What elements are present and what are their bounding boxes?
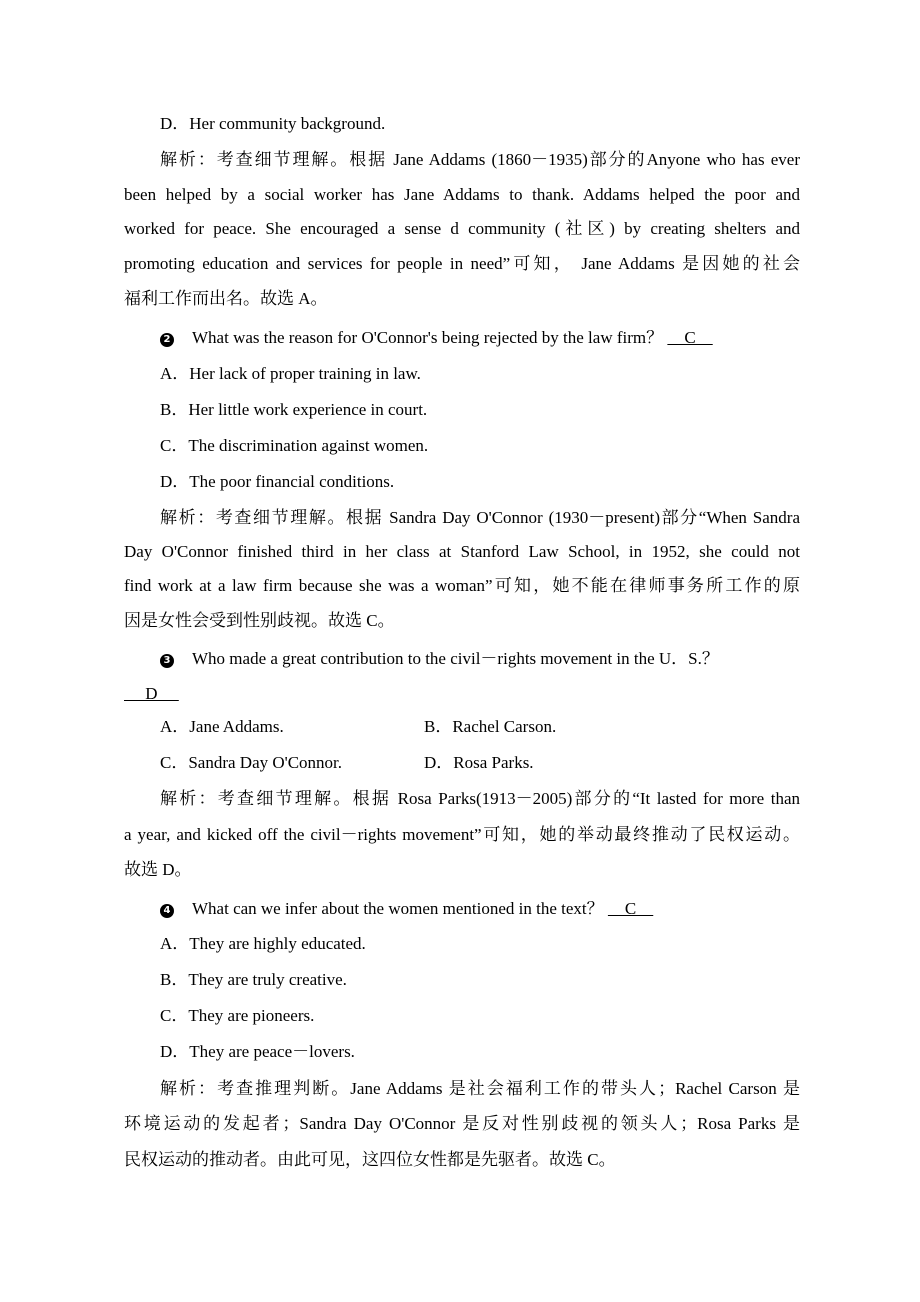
option-d: D．Rosa Parks. [424,753,534,772]
option-d: D．They are peace－lovers. [160,1042,355,1061]
q1-option-d: D．Her community background. [160,114,386,133]
answer-blank: C [667,328,713,347]
option-row [160,716,557,738]
question-number-badge: 4 [160,904,174,918]
option-a: A．They are highly educated. [160,934,366,953]
question-text: What can we infer about the women mentioned in the text？ [192,899,604,918]
option-c: C．The discrimination against women. [160,436,429,455]
analysis-line: 故选 D。 [124,860,192,879]
option-row [160,752,534,774]
analysis-line: 福利工作而出名。故选 A。 [124,289,328,308]
question-text: What was the reason for O'Connor's being rejected by the law firm？ [192,328,664,347]
option-d: D．The poor financial conditions. [160,472,395,491]
answer-blank: D [124,684,179,703]
analysis-line: 解析：考查推理判断。Jane Addams 是社会福利工作的带头人；Rachel Carson 是 [160,1079,800,1098]
analysis-line: worked for peace. She encouraged a sense d community (社区) by creating shelters and [124,219,800,238]
option-c: C．Sandra Day O'Connor. [160,753,343,772]
option-c: C．They are pioneers. [160,1006,315,1025]
option-a: A．Jane Addams. [160,717,284,736]
analysis-line: 因是女性会受到性别歧视。故选 C。 [124,611,395,630]
question-number-badge: 2 [160,333,174,347]
analysis-line: find work at a law firm because she was a woman”可知，她不能在律师事务所工作的原 [124,576,800,595]
option-b: B．They are truly creative. [160,970,347,989]
question-line [160,648,719,670]
analysis-line: 解析：考查细节理解。根据 Sandra Day O'Connor (1930－present)部分“When Sandra [160,508,800,527]
analysis-line: 解析：考查细节理解。根据 Rosa Parks(1913－2005)部分的“It lasted for more than [160,789,800,808]
question-line [160,327,713,349]
option-a: A．Her lack of proper training in law. [160,364,421,383]
question-number-badge: 3 [160,654,174,668]
option-b: B．Her little work experience in court. [160,400,428,419]
analysis-line: promoting education and services for people in need”可知， Jane Addams 是因她的社会 [124,254,800,273]
answer-line [124,683,179,705]
option-b: B．Rachel Carson. [424,717,557,736]
analysis-line: 环境运动的发起者；Sandra Day O'Connor 是反对性别歧视的领头人；Rosa Parks 是 [124,1114,800,1133]
analysis-line: 民权运动的推动者。由此可见，这四位女性都是先驱者。故选 C。 [124,1150,616,1169]
analysis-line: been helped by a social worker has Jane Addams to thank. Addams helped the poor and [124,185,800,204]
analysis-line: 解析：考查细节理解。根据 Jane Addams (1860－1935)部分的Anyone who has ever [160,150,800,169]
question-text: Who made a great contribution to the civil－rights movement in the U．S.？ [192,649,719,668]
analysis-line: Day O'Connor finished third in her class at Stanford Law School, in 1952, she could not [124,542,800,561]
analysis-line: a year, and kicked off the civil－rights movement”可知，她的举动最终推动了民权运动。 [124,825,800,844]
answer-blank: C [607,899,654,918]
question-line [160,898,653,920]
